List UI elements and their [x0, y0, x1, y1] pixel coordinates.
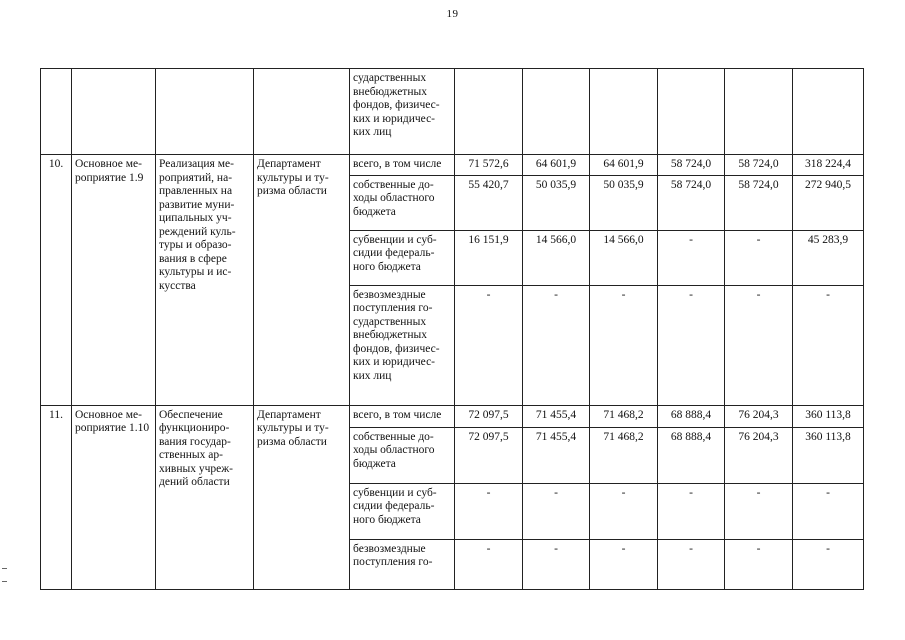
value-cell: - — [523, 285, 590, 405]
value-cell: 64 601,9 — [523, 155, 590, 176]
value-cell: 272 940,5 — [793, 175, 864, 230]
value-cell: 71 468,2 — [590, 405, 658, 427]
value-cell: 360 113,8 — [793, 427, 864, 483]
value-cell: - — [523, 539, 590, 589]
budget-table — [40, 68, 864, 590]
value-cell: 71 468,2 — [590, 427, 658, 483]
value-cell: 14 566,0 — [523, 230, 590, 285]
value-cell: - — [793, 285, 864, 405]
cell-empty — [41, 69, 72, 155]
value-cell: 55 420,7 — [455, 175, 523, 230]
value-cell: - — [725, 285, 793, 405]
activity-name: Основное ме- роприятие 1.10 — [72, 405, 156, 589]
funding-source-cell: всего, в том числе — [350, 155, 455, 176]
value-cell: 16 151,9 — [455, 230, 523, 285]
value-cell — [725, 69, 793, 155]
value-cell: 14 566,0 — [590, 230, 658, 285]
funding-source-cell: субвенции и суб- сидии федераль- ного бюджета — [350, 230, 455, 285]
value-cell: - — [725, 230, 793, 285]
cell-empty — [72, 69, 156, 155]
value-cell: - — [455, 285, 523, 405]
activity-description: Реализация ме- роприятий, на- правленных на развитие муни- ципальных уч- реждений куль- туры и образо- вания в сфере культуры и ис- кусства — [156, 155, 254, 406]
scan-margin-mark — [2, 568, 7, 582]
value-cell — [658, 69, 725, 155]
value-cell: 71 455,4 — [523, 427, 590, 483]
value-cell: 68 888,4 — [658, 427, 725, 483]
value-cell: 71 455,4 — [523, 405, 590, 427]
cell-empty — [156, 69, 254, 155]
value-cell: 71 572,6 — [455, 155, 523, 176]
value-cell: 50 035,9 — [523, 175, 590, 230]
funding-source-cell: безвозмездные поступления го- сударственных внебюджетных фондов, физичес- ких и юридичес- ких лиц — [350, 285, 455, 405]
value-cell: 76 204,3 — [725, 405, 793, 427]
table-row — [41, 155, 864, 176]
value-cell: 58 724,0 — [725, 175, 793, 230]
table-row — [41, 405, 864, 427]
funding-source-cell: субвенции и суб- сидии федераль- ного бюджета — [350, 483, 455, 539]
table-row — [41, 69, 864, 155]
value-cell: 58 724,0 — [658, 155, 725, 176]
value-cell: - — [658, 539, 725, 589]
activity-description: Обеспечение функциониро- вания государ- ственных ар- хивных учреж- дений области — [156, 405, 254, 589]
value-cell: - — [455, 483, 523, 539]
value-cell — [590, 69, 658, 155]
value-cell: 68 888,4 — [658, 405, 725, 427]
value-cell: 318 224,4 — [793, 155, 864, 176]
value-cell — [523, 69, 590, 155]
executor: Департамент культуры и ту- ризма области — [254, 155, 350, 406]
cell-empty — [254, 69, 350, 155]
value-cell: - — [590, 285, 658, 405]
value-cell: 45 283,9 — [793, 230, 864, 285]
value-cell: 50 035,9 — [590, 175, 658, 230]
item-number: 10. — [41, 155, 72, 406]
value-cell — [793, 69, 864, 155]
value-cell: 58 724,0 — [658, 175, 725, 230]
value-cell: - — [455, 539, 523, 589]
value-cell: 58 724,0 — [725, 155, 793, 176]
funding-source-cell: всего, в том числе — [350, 405, 455, 427]
value-cell: 360 113,8 — [793, 405, 864, 427]
value-cell: - — [523, 483, 590, 539]
value-cell: - — [658, 483, 725, 539]
activity-name: Основное ме- роприятие 1.9 — [72, 155, 156, 406]
value-cell: 72 097,5 — [455, 427, 523, 483]
value-cell: - — [793, 539, 864, 589]
funding-source-cell: безвозмездные поступления го- — [350, 539, 455, 589]
value-cell — [455, 69, 523, 155]
value-cell: - — [725, 483, 793, 539]
value-cell: - — [590, 483, 658, 539]
item-number: 11. — [41, 405, 72, 589]
funding-source-cell: сударственных внебюджетных фондов, физичес- ких и юридичес- ких лиц — [350, 69, 455, 155]
value-cell: 72 097,5 — [455, 405, 523, 427]
executor: Департамент культуры и ту- ризма области — [254, 405, 350, 589]
value-cell: - — [725, 539, 793, 589]
value-cell: 64 601,9 — [590, 155, 658, 176]
value-cell: - — [658, 285, 725, 405]
funding-source-cell: собственные до- ходы областного бюджета — [350, 175, 455, 230]
funding-source-cell: собственные до- ходы областного бюджета — [350, 427, 455, 483]
value-cell: - — [590, 539, 658, 589]
page-number: 19 — [446, 8, 459, 20]
value-cell: - — [658, 230, 725, 285]
value-cell: - — [793, 483, 864, 539]
value-cell: 76 204,3 — [725, 427, 793, 483]
